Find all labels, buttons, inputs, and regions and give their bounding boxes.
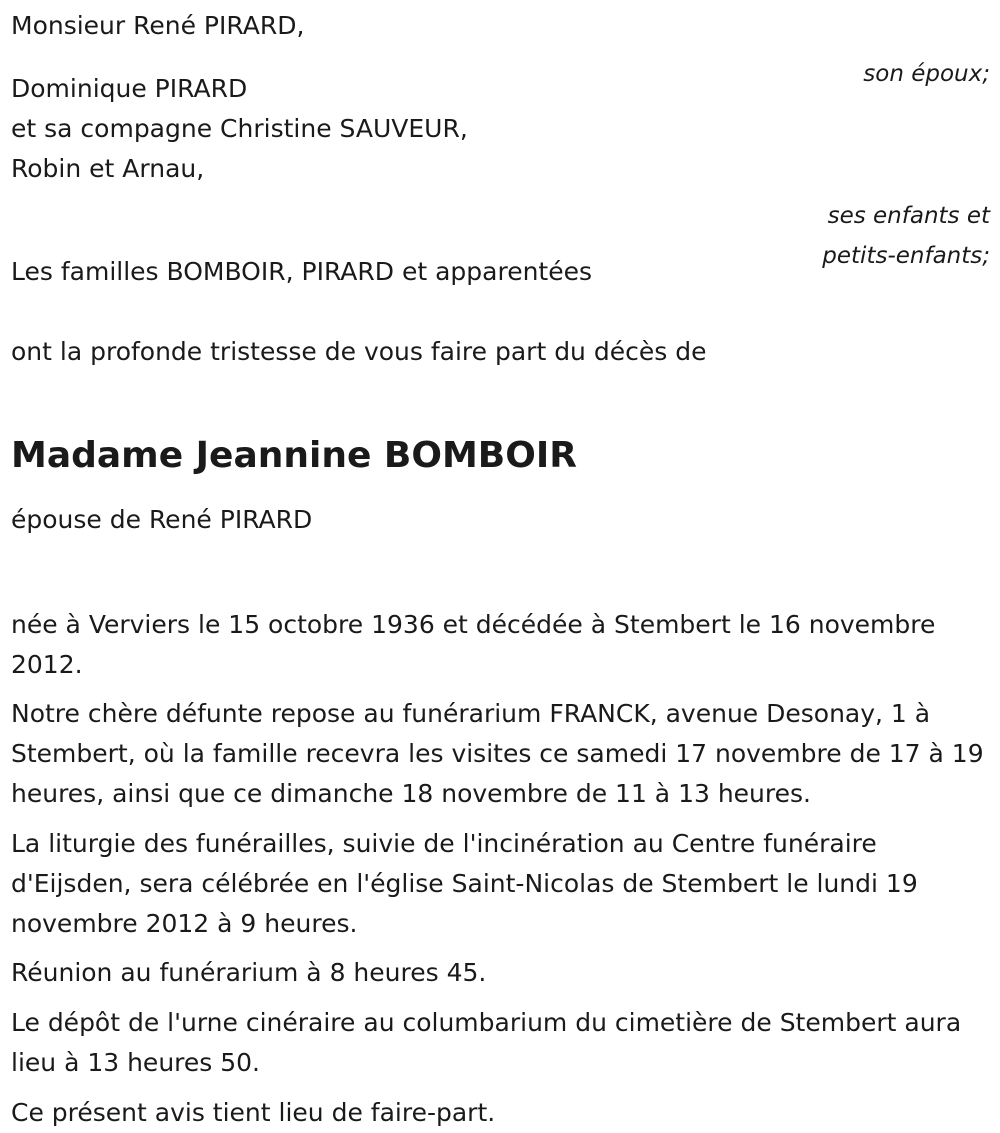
spouse-role: son époux;: [863, 61, 990, 87]
liturgy-paragraph: La liturgie des funérailles, suivie de l'incinération au Centre funéraire d'Eijsden, sera célébrée en l'église Saint-Nicolas de Stembert le lundi 19 novembre 2012 à 9 heures.: [11, 829, 918, 938]
spouse-name: Monsieur René PIRARD,: [11, 11, 305, 40]
child-line-2: et sa compagne Christine SAUVEUR,: [11, 114, 468, 143]
closing-paragraph: Ce présent avis tient lieu de faire-part.: [11, 1098, 496, 1127]
child-line-3: Robin et Arnau,: [11, 154, 205, 183]
meeting-paragraph: Réunion au funérarium à 8 heures 45.: [11, 958, 487, 987]
urn-paragraph: Le dépôt de l'urne cinéraire au columbarium du cimetière de Stembert aura lieu à 13 heures 50.: [11, 1008, 962, 1077]
visitation-paragraph: Notre chère défunte repose au funérarium FRANCK, avenue Desonay, 1 à Stembert, où la famille recevra les visites ce samedi 17 novembre de 17 à 19 heures, ainsi que ce dimanche 18 novembre de 11 à 13 heures.: [11, 699, 984, 808]
deceased-name: Madame Jeannine BOMBOIR: [11, 435, 577, 477]
deceased-spouse-of: épouse de René PIRARD: [11, 505, 313, 534]
children-role-line-2: petits-enfants;: [822, 243, 990, 269]
children-role-line-1: ses enfants et: [827, 203, 990, 229]
child-line-1: Dominique PIRARD: [11, 74, 248, 103]
families-line: Les familles BOMBOIR, PIRARD et apparentées: [11, 257, 593, 286]
announcement-line: ont la profonde tristesse de vous faire part du décès de: [11, 337, 707, 366]
birth-death-paragraph: née à Verviers le 15 octobre 1936 et décédée à Stembert le 16 novembre 2012.: [11, 610, 936, 679]
